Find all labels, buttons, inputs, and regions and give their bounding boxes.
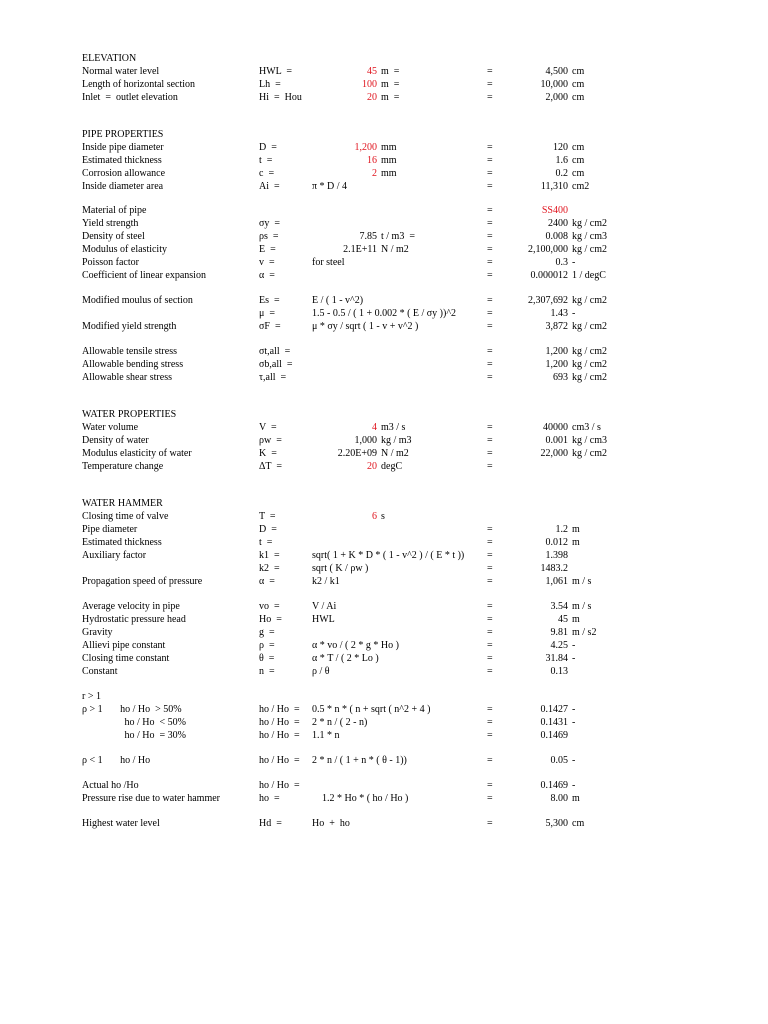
row-input-unit: N / m2 — [381, 244, 409, 255]
row-result: 3.54 — [550, 601, 568, 612]
row-equals: = — [487, 435, 493, 446]
row-symbol: vo = — [259, 601, 280, 612]
sheet-row — [0, 792, 768, 805]
row-result: 0.1427 — [540, 704, 568, 715]
row-label: Pipe diameter — [82, 524, 138, 535]
row-input-value: 1,000 — [354, 435, 377, 446]
row-equals: = — [487, 346, 493, 357]
row-label: Auxiliary factor — [82, 550, 147, 561]
row-symbol: ΔT = — [259, 461, 282, 472]
row-result: 2,307,692 — [528, 295, 568, 306]
row-result-unit: 1 / degC — [572, 270, 606, 281]
row-label: Allievi pipe constant — [82, 640, 166, 651]
row-label: Highest water level — [82, 818, 160, 829]
row-label: Modified yield strength — [82, 321, 177, 332]
sheet-row — [0, 575, 768, 588]
row-symbol: σF = — [259, 321, 281, 332]
row-expression: ρ / θ — [312, 666, 330, 677]
row-input-value: 2.20E+09 — [337, 448, 377, 459]
row-label: Hydrostatic pressure head — [82, 614, 186, 625]
row-label: Actual ho /Ho — [82, 780, 139, 791]
row-input-value: 4 — [372, 422, 377, 433]
row-label: WATER PROPERTIES — [82, 409, 177, 420]
sheet-row — [0, 729, 768, 742]
sheet-row — [0, 779, 768, 792]
row-label: PIPE PROPERTIES — [82, 129, 164, 140]
row-input-unit: mm — [381, 155, 397, 166]
row-expression: π * D / 4 — [312, 181, 348, 192]
row-equals: = — [487, 244, 493, 255]
row-result: 0.1469 — [540, 730, 568, 741]
row-equals: = — [487, 717, 493, 728]
sheet-row — [0, 562, 768, 575]
row-result: 2,100,000 — [528, 244, 568, 255]
row-expression: 1.1 * n — [312, 730, 340, 741]
row-symbol: τ,all = — [259, 372, 287, 383]
row-input-unit: t / m3 = — [381, 231, 415, 242]
row-symbol: g = — [259, 627, 275, 638]
row-expression: for steel — [312, 257, 345, 268]
row-result-unit: m — [572, 524, 580, 535]
row-symbol: t = — [259, 155, 273, 166]
row-label: Constant — [82, 666, 118, 677]
sheet-row — [0, 523, 768, 536]
row-result-unit: cm — [572, 818, 585, 829]
sheet-row — [0, 204, 768, 217]
row-result-unit: kg / cm2 — [572, 346, 607, 357]
row-label: ρ < 1 ho / Ho — [82, 755, 151, 766]
row-symbol: σt,all = — [259, 346, 291, 357]
row-result-unit: - — [572, 653, 576, 664]
row-symbol: E = — [259, 244, 276, 255]
row-result: 693 — [553, 372, 568, 383]
row-expression: μ * σy / sqrt ( 1 - v + v^2 ) — [312, 321, 419, 332]
row-label: WATER HAMMER — [82, 498, 163, 509]
row-result: 0.2 — [555, 168, 568, 179]
sheet-row — [0, 371, 768, 384]
row-result: 45 — [558, 614, 568, 625]
row-label: Corrosion allowance — [82, 168, 166, 179]
row-result-unit: kg / cm2 — [572, 321, 607, 332]
row-equals: = — [487, 448, 493, 459]
sheet-row — [0, 65, 768, 78]
sheet-row — [0, 52, 768, 65]
row-symbol: α = — [259, 270, 275, 281]
sheet-row — [0, 652, 768, 665]
row-label: Gravity — [82, 627, 113, 638]
row-label: Propagation speed of pressure — [82, 576, 203, 587]
row-label: Material of pipe — [82, 205, 147, 216]
row-equals: = — [487, 704, 493, 715]
row-label: Inside pipe diameter — [82, 142, 164, 153]
sheet-row — [0, 128, 768, 141]
row-result: 5,300 — [545, 818, 568, 829]
sheet-row — [0, 690, 768, 703]
row-label: Estimated thickness — [82, 537, 162, 548]
row-result: 0.000012 — [530, 270, 568, 281]
row-symbol: ho / Ho = — [259, 704, 300, 715]
row-result-unit: - — [572, 780, 576, 791]
row-symbol: HWL = — [259, 66, 293, 77]
row-label: Density of steel — [82, 231, 145, 242]
row-result: 1.6 — [555, 155, 568, 166]
row-equals: = — [487, 218, 493, 229]
row-result-unit: - — [572, 755, 576, 766]
row-result-unit: m / s — [572, 601, 592, 612]
row-symbol: Hd = — [259, 818, 282, 829]
row-label: Water volume — [82, 422, 139, 433]
row-result: 0.1431 — [540, 717, 568, 728]
row-result: 0.1469 — [540, 780, 568, 791]
sheet-row — [0, 703, 768, 716]
row-result: 2400 — [548, 218, 568, 229]
sheet-row — [0, 817, 768, 830]
row-symbol: ho / Ho = — [259, 780, 300, 791]
row-symbol: ho / Ho = — [259, 717, 300, 728]
row-label: Closing time of valve — [82, 511, 169, 522]
row-expression: 0.5 * n * ( n + sqrt ( n^2 + 4 ) — [312, 704, 431, 715]
row-input-value: 1,200 — [354, 142, 377, 153]
row-equals: = — [487, 550, 493, 561]
row-result: 1.43 — [550, 308, 568, 319]
row-input-unit: m = — [381, 66, 400, 77]
row-equals: = — [487, 461, 493, 472]
row-result-unit: m — [572, 614, 580, 625]
row-symbol: ho / Ho = — [259, 755, 300, 766]
sheet-row — [0, 345, 768, 358]
row-label: Allowable tensile stress — [82, 346, 177, 357]
sheet-row — [0, 716, 768, 729]
row-equals: = — [487, 295, 493, 306]
row-result-unit: kg / cm3 — [572, 435, 607, 446]
row-label: Allowable shear stress — [82, 372, 172, 383]
row-equals: = — [487, 308, 493, 319]
row-result: 40000 — [543, 422, 568, 433]
row-result-unit: kg / cm2 — [572, 448, 607, 459]
row-result: 31.84 — [545, 653, 568, 664]
row-expression: 2 * n / ( 2 - n) — [312, 717, 368, 728]
sheet-row — [0, 91, 768, 104]
row-result: 0.012 — [545, 537, 568, 548]
sheet-row — [0, 613, 768, 626]
sheet-row — [0, 320, 768, 333]
row-result: 22,000 — [540, 448, 568, 459]
row-result: 0.3 — [555, 257, 568, 268]
row-equals: = — [487, 640, 493, 651]
row-result-unit: cm — [572, 142, 585, 153]
row-symbol: D = — [259, 142, 277, 153]
row-expression: HWL — [312, 614, 335, 625]
row-equals: = — [487, 818, 493, 829]
row-result-unit: cm — [572, 92, 585, 103]
row-symbol: ρw = — [259, 435, 282, 446]
row-expression: k2 / k1 — [312, 576, 340, 587]
row-symbol: ρ = — [259, 640, 275, 651]
row-input-value: 20 — [367, 461, 377, 472]
row-result-unit: cm — [572, 168, 585, 179]
row-label: Allowable bending stress — [82, 359, 184, 370]
sheet-row — [0, 510, 768, 523]
row-result: 0.001 — [545, 435, 568, 446]
row-result-unit: cm3 / s — [572, 422, 601, 433]
row-expression: 1.5 - 0.5 / ( 1 + 0.002 * ( E / σy ))^2 — [312, 308, 457, 319]
row-label: Inside diameter area — [82, 181, 164, 192]
row-label: Inlet = outlet elevation — [82, 92, 178, 103]
sheet-row — [0, 141, 768, 154]
row-input-value: 2.1E+11 — [343, 244, 377, 255]
row-label: Normal water level — [82, 66, 160, 77]
row-symbol: Ai = — [259, 181, 280, 192]
sheet-row — [0, 78, 768, 91]
row-input-unit: mm — [381, 168, 397, 179]
row-expression: Ho + ho — [312, 818, 350, 829]
row-result: 0.008 — [545, 231, 568, 242]
sheet-row — [0, 754, 768, 767]
row-expression: sqrt ( K / ρw ) — [312, 563, 369, 574]
sheet-row — [0, 269, 768, 282]
row-label: ho / Ho = 30% — [82, 730, 186, 741]
row-equals: = — [487, 66, 493, 77]
row-result-unit: - — [572, 308, 576, 319]
row-result: 3,872 — [545, 321, 568, 332]
sheet-row — [0, 230, 768, 243]
row-result-unit: kg / cm2 — [572, 295, 607, 306]
row-symbol: Lh = — [259, 79, 281, 90]
row-equals: = — [487, 155, 493, 166]
row-result: 1,200 — [545, 346, 568, 357]
row-equals: = — [487, 359, 493, 370]
row-label: Pressure rise due to water hammer — [82, 793, 221, 804]
row-symbol: Hi = Hou — [259, 92, 302, 103]
row-input-unit: N / m2 — [381, 448, 409, 459]
row-equals: = — [487, 793, 493, 804]
sheet-row — [0, 549, 768, 562]
row-equals: = — [487, 205, 493, 216]
row-result-unit: kg / cm2 — [572, 359, 607, 370]
sheet-row — [0, 358, 768, 371]
row-symbol: T = — [259, 511, 276, 522]
row-result: 0.05 — [550, 755, 568, 766]
sheet-row — [0, 154, 768, 167]
row-label: ho / Ho < 50% — [82, 717, 186, 728]
row-input-value: 20 — [367, 92, 377, 103]
row-equals: = — [487, 422, 493, 433]
row-symbol: k1 = — [259, 550, 280, 561]
sheet-row — [0, 307, 768, 320]
sheet-row — [0, 460, 768, 473]
row-symbol: σy = — [259, 218, 281, 229]
row-equals: = — [487, 730, 493, 741]
row-equals: = — [487, 321, 493, 332]
sheet-row — [0, 447, 768, 460]
row-input-unit: s — [381, 511, 385, 522]
row-equals: = — [487, 257, 493, 268]
row-result-unit: cm — [572, 66, 585, 77]
row-symbol: V = — [259, 422, 277, 433]
row-equals: = — [487, 524, 493, 535]
row-symbol: ρs = — [259, 231, 279, 242]
row-label: ELEVATION — [82, 53, 137, 64]
row-input-unit: m = — [381, 79, 400, 90]
row-result: 1.398 — [545, 550, 568, 561]
row-input-value: 16 — [367, 155, 377, 166]
row-symbol: μ = — [259, 308, 276, 319]
row-label: Estimated thickness — [82, 155, 162, 166]
row-label: Modulus elasticity of water — [82, 448, 192, 459]
row-result: 4,500 — [545, 66, 568, 77]
sheet-row — [0, 408, 768, 421]
row-result-unit: m / s2 — [572, 627, 597, 638]
sheet-row — [0, 639, 768, 652]
row-expression: 1.2 * Ho * ( ho / Ho ) — [312, 793, 409, 804]
row-expression: V / Ai — [312, 601, 337, 612]
row-input-value: 100 — [362, 79, 377, 90]
row-equals: = — [487, 780, 493, 791]
row-equals: = — [487, 601, 493, 612]
sheet-row — [0, 180, 768, 193]
row-symbol: σb,all = — [259, 359, 293, 370]
sheet-row — [0, 421, 768, 434]
row-label: Closing time constant — [82, 653, 170, 664]
row-result-unit: kg / cm3 — [572, 231, 607, 242]
row-label: Length of horizontal section — [82, 79, 196, 90]
row-label: Yield strength — [82, 218, 139, 229]
row-result-unit: - — [572, 717, 576, 728]
row-input-value: 2 — [372, 168, 377, 179]
row-result: SS400 — [541, 205, 568, 216]
row-result: 120 — [553, 142, 568, 153]
row-result-unit: - — [572, 704, 576, 715]
row-label: ρ > 1 ho / Ho > 50% — [82, 704, 182, 715]
row-equals: = — [487, 563, 493, 574]
row-result-unit: - — [572, 640, 576, 651]
row-label: Coefficient of linear expansion — [82, 270, 206, 281]
row-equals: = — [487, 92, 493, 103]
row-equals: = — [487, 666, 493, 677]
row-result: 1,200 — [545, 359, 568, 370]
row-result: 1483.2 — [540, 563, 568, 574]
row-equals: = — [487, 142, 493, 153]
row-symbol: c = — [259, 168, 275, 179]
row-label: Modified moulus of section — [82, 295, 193, 306]
row-equals: = — [487, 231, 493, 242]
row-result: 11,310 — [540, 181, 568, 192]
row-result: 9.81 — [550, 627, 568, 638]
row-input-unit: degC — [381, 461, 403, 472]
row-result: 1.2 — [555, 524, 568, 535]
row-equals: = — [487, 653, 493, 664]
row-symbol: k2 = — [259, 563, 280, 574]
sheet-row — [0, 217, 768, 230]
row-result: 1,061 — [545, 576, 568, 587]
row-equals: = — [487, 270, 493, 281]
row-result-unit: cm2 — [572, 181, 590, 192]
row-label: Poisson factor — [82, 257, 139, 268]
row-symbol: n = — [259, 666, 275, 677]
sheet-row — [0, 256, 768, 269]
row-result: 2,000 — [545, 92, 568, 103]
row-result-unit: m / s — [572, 576, 592, 587]
row-expression: α * T / ( 2 * Lo ) — [312, 653, 379, 664]
sheet-row — [0, 243, 768, 256]
sheet-row — [0, 536, 768, 549]
row-symbol: K = — [259, 448, 277, 459]
row-equals: = — [487, 614, 493, 625]
row-label: Average velocity in pipe — [82, 601, 180, 612]
row-input-unit: mm — [381, 142, 397, 153]
row-result: 8.00 — [550, 793, 568, 804]
row-result-unit: cm — [572, 155, 585, 166]
row-equals: = — [487, 372, 493, 383]
row-result: 4.25 — [550, 640, 568, 651]
row-input-value: 7.85 — [359, 231, 377, 242]
sheet-row — [0, 434, 768, 447]
row-result-unit: kg / cm2 — [572, 244, 607, 255]
row-result-unit: - — [572, 257, 576, 268]
row-label: r > 1 — [82, 691, 101, 702]
row-result-unit: cm — [572, 79, 585, 90]
row-label: Modulus of elasticity — [82, 244, 167, 255]
row-result: 10,000 — [540, 79, 568, 90]
row-symbol: ho = — [259, 793, 280, 804]
row-equals: = — [487, 79, 493, 90]
sheet-row — [0, 600, 768, 613]
row-expression: α * vo / ( 2 * g * Ho ) — [312, 640, 399, 651]
sheet-row — [0, 167, 768, 180]
row-equals: = — [487, 576, 493, 587]
row-expression: E / ( 1 - v^2) — [312, 295, 364, 306]
row-symbol: α = — [259, 576, 275, 587]
row-symbol: Es = — [259, 295, 280, 306]
row-equals: = — [487, 168, 493, 179]
row-input-value: 45 — [367, 66, 377, 77]
row-equals: = — [487, 627, 493, 638]
row-result-unit: kg / cm2 — [572, 372, 607, 383]
row-input-value: 6 — [372, 511, 377, 522]
sheet-row — [0, 665, 768, 678]
row-expression: sqrt( 1 + K * D * ( 1 - v^2 ) / ( E * t )) — [312, 550, 465, 561]
row-label: Density of water — [82, 435, 149, 446]
row-result-unit: m — [572, 537, 580, 548]
row-result-unit: m — [572, 793, 580, 804]
row-input-unit: m3 / s — [381, 422, 406, 433]
sheet-row — [0, 626, 768, 639]
row-symbol: t = — [259, 537, 273, 548]
row-result-unit: kg / cm2 — [572, 218, 607, 229]
row-equals: = — [487, 755, 493, 766]
row-label: Temperature change — [82, 461, 164, 472]
row-equals: = — [487, 181, 493, 192]
row-symbol: D = — [259, 524, 277, 535]
row-symbol: θ = — [259, 653, 275, 664]
row-input-unit: m = — [381, 92, 400, 103]
sheet-row — [0, 497, 768, 510]
row-symbol: ho / Ho = — [259, 730, 300, 741]
row-result: 0.13 — [550, 666, 568, 677]
sheet-row — [0, 294, 768, 307]
row-symbol: v = — [259, 257, 275, 268]
row-symbol: Ho = — [259, 614, 282, 625]
row-input-unit: kg / m3 — [381, 435, 412, 446]
row-equals: = — [487, 537, 493, 548]
row-expression: 2 * n / ( 1 + n * ( θ - 1)) — [312, 755, 407, 766]
